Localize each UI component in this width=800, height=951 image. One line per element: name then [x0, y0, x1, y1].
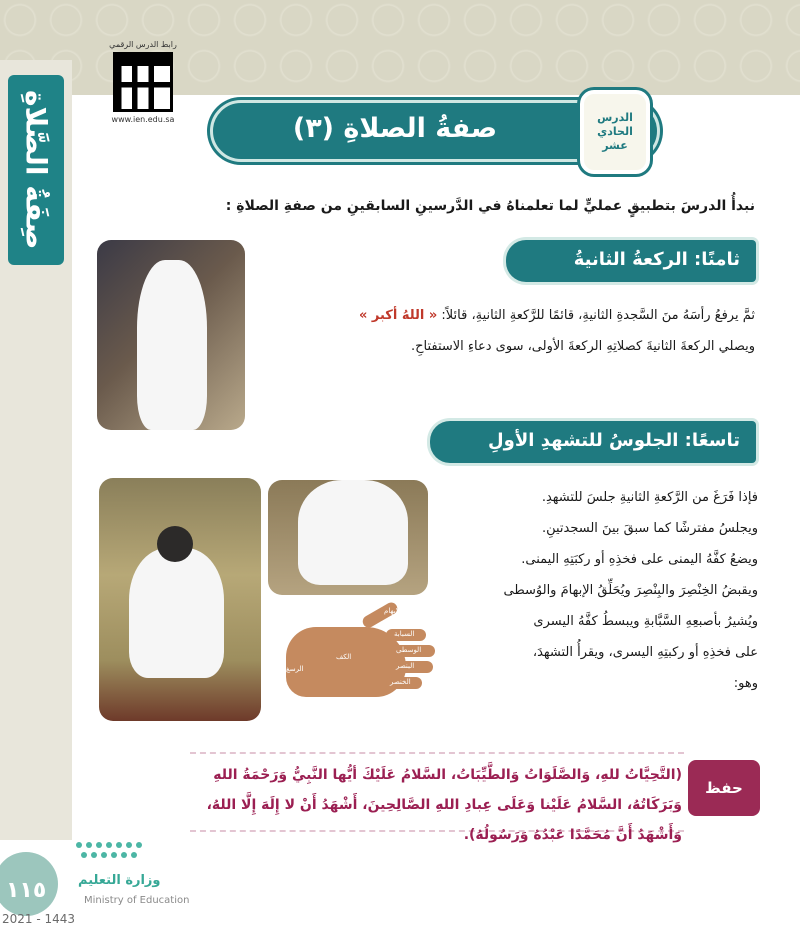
sitting-figure [298, 480, 408, 585]
logo-dot [86, 842, 92, 848]
boy-figure [129, 548, 224, 678]
section-9-line: ويقبضُ الخِنْصِرَ والبِنْصِرَ ويُحَلِّقُ الإبهامَ والوُسطى [503, 583, 758, 598]
logo-dot [121, 852, 127, 858]
section-9-text [440, 482, 758, 699]
qr-label: رابط الدرس الرقمي [109, 40, 177, 49]
hand-diagram [266, 607, 441, 717]
finger-shape [361, 600, 400, 629]
section-8-line-1 [255, 300, 755, 331]
intro-text: نبدأُ الدرسَ بتطبيقٍ عمليٍّ لما تعلمناهُ في الدَّرسينِ السابقينِ من صفةِ الصلاةِ : [225, 198, 755, 214]
logo-dot [101, 852, 107, 858]
boy-head [157, 526, 193, 562]
logo-dot [116, 842, 122, 848]
ministry-logo-icon [72, 838, 172, 868]
logo-dot [91, 852, 97, 858]
hand-label: الرسغ [286, 665, 304, 673]
qr-url[interactable]: www.ien.edu.sa [111, 115, 175, 124]
logo-dot [136, 842, 142, 848]
digital-lesson-qr[interactable] [100, 40, 186, 135]
ministry-name: وزارة التعليم [78, 873, 161, 888]
hands-on-knees-photo [268, 480, 428, 595]
logo-dot [106, 842, 112, 848]
section-9-line: وهو: [733, 676, 758, 691]
standing-prayer-photo [97, 240, 245, 430]
section-8-text [255, 300, 755, 362]
section-9-line: ويضعُ كفَّهُ اليمنى على فخذِهِ أو ركبَتِهِ اليمنى. [521, 552, 758, 567]
page-number: ١١٥ [6, 878, 47, 903]
lesson-number-badge [580, 90, 650, 174]
edition-year: 2021 - 1443 [2, 912, 76, 926]
logo-dot [81, 852, 87, 858]
section-8-line-1-text: ثمَّ يرفعُ رأسَهُ منَ السَّجدةِ الثانيةِ، قائمًا للرَّكعةِ الثانيةِ، قائلاً: [441, 308, 755, 323]
qr-code-icon[interactable] [113, 52, 173, 112]
logo-dot [96, 842, 102, 848]
lesson-badge-line: عشر [602, 139, 628, 152]
section-heading-8-text: ثامنًا: الركعةُ الثانيةُ [573, 249, 740, 270]
side-unit-title-text: صِفَةُ الصَّلاةِ [19, 90, 53, 250]
section-9-line: فإذا فَرَغَ من الرَّكعةِ الثانيةِ جلسَ للتشهدِ. [541, 490, 758, 505]
hand-label: السبابة [394, 630, 415, 638]
lesson-badge-line: الحادي [597, 125, 633, 138]
hand-label: الكف [336, 653, 352, 661]
logo-dot [126, 842, 132, 848]
section-8-line-2: ويصلي الركعةَ الثانيةَ كصلاتِهِ الركعةَ الأولى، سوى دعاءِ الاستفتاحِ. [410, 339, 755, 354]
hand-label: الخنصر [390, 678, 411, 686]
hand-label: البنصر [396, 662, 415, 670]
hand-label: الإبهام [384, 607, 402, 615]
section-heading-9-text: تاسعًا: الجلوسُ للتشهدِ الأولِ [488, 430, 740, 451]
lesson-title: صفةُ الصلاةِ (٣) [292, 113, 498, 144]
section-heading-8 [506, 240, 756, 282]
section-9-line: ويُشيرُ بأصبعِهِ السَّبَّابةِ ويبسطُ كفَّهُ اليسرى [533, 614, 758, 629]
lesson-badge-line: الدرس [597, 111, 633, 124]
side-unit-title [8, 75, 64, 265]
sitting-tashahhud-back-photo [99, 478, 261, 721]
section-9-line: ويجلسُ مفترشًا كما سبقَ بينَ السجدتينِ. [541, 521, 758, 536]
section-9-line: على فخذِهِ أو ركبتِهِ اليسرى، ويقرأُ التشهدَ، [532, 645, 758, 660]
memorize-tab: حفظ [688, 760, 760, 816]
takbir-phrase: « اللهُ أكبر » [358, 308, 438, 323]
logo-dot [131, 852, 137, 858]
boy-figure [137, 260, 207, 430]
logo-dot [76, 842, 82, 848]
hand-label: الوسطى [396, 646, 422, 654]
logo-dot [111, 852, 117, 858]
tashahhud-text: (التَّحِيَّاتُ للهِ، وَالصَّلَوَاتُ وَالطَّيِّبَاتُ، السَّلامُ عَلَيْكَ أيُّها النَّبِيُّ وَرَحْمَةُ اللهِ وَبَرَكَاتُهُ، السَّلامُ عَلَيْنا وَعَلَى عِبادِ اللهِ الصَّالِحِينَ، أَشْهَدُ أَنْ لا إِلَهَ إِلَّا اللهُ، وَأَشْهَدُ أَنَّ مُحَمَّدًا عَبْدُهُ وَرَسُولُهُ). [206, 767, 682, 843]
section-heading-9 [430, 421, 756, 463]
ministry-name-en: Ministry of Education [84, 895, 190, 906]
